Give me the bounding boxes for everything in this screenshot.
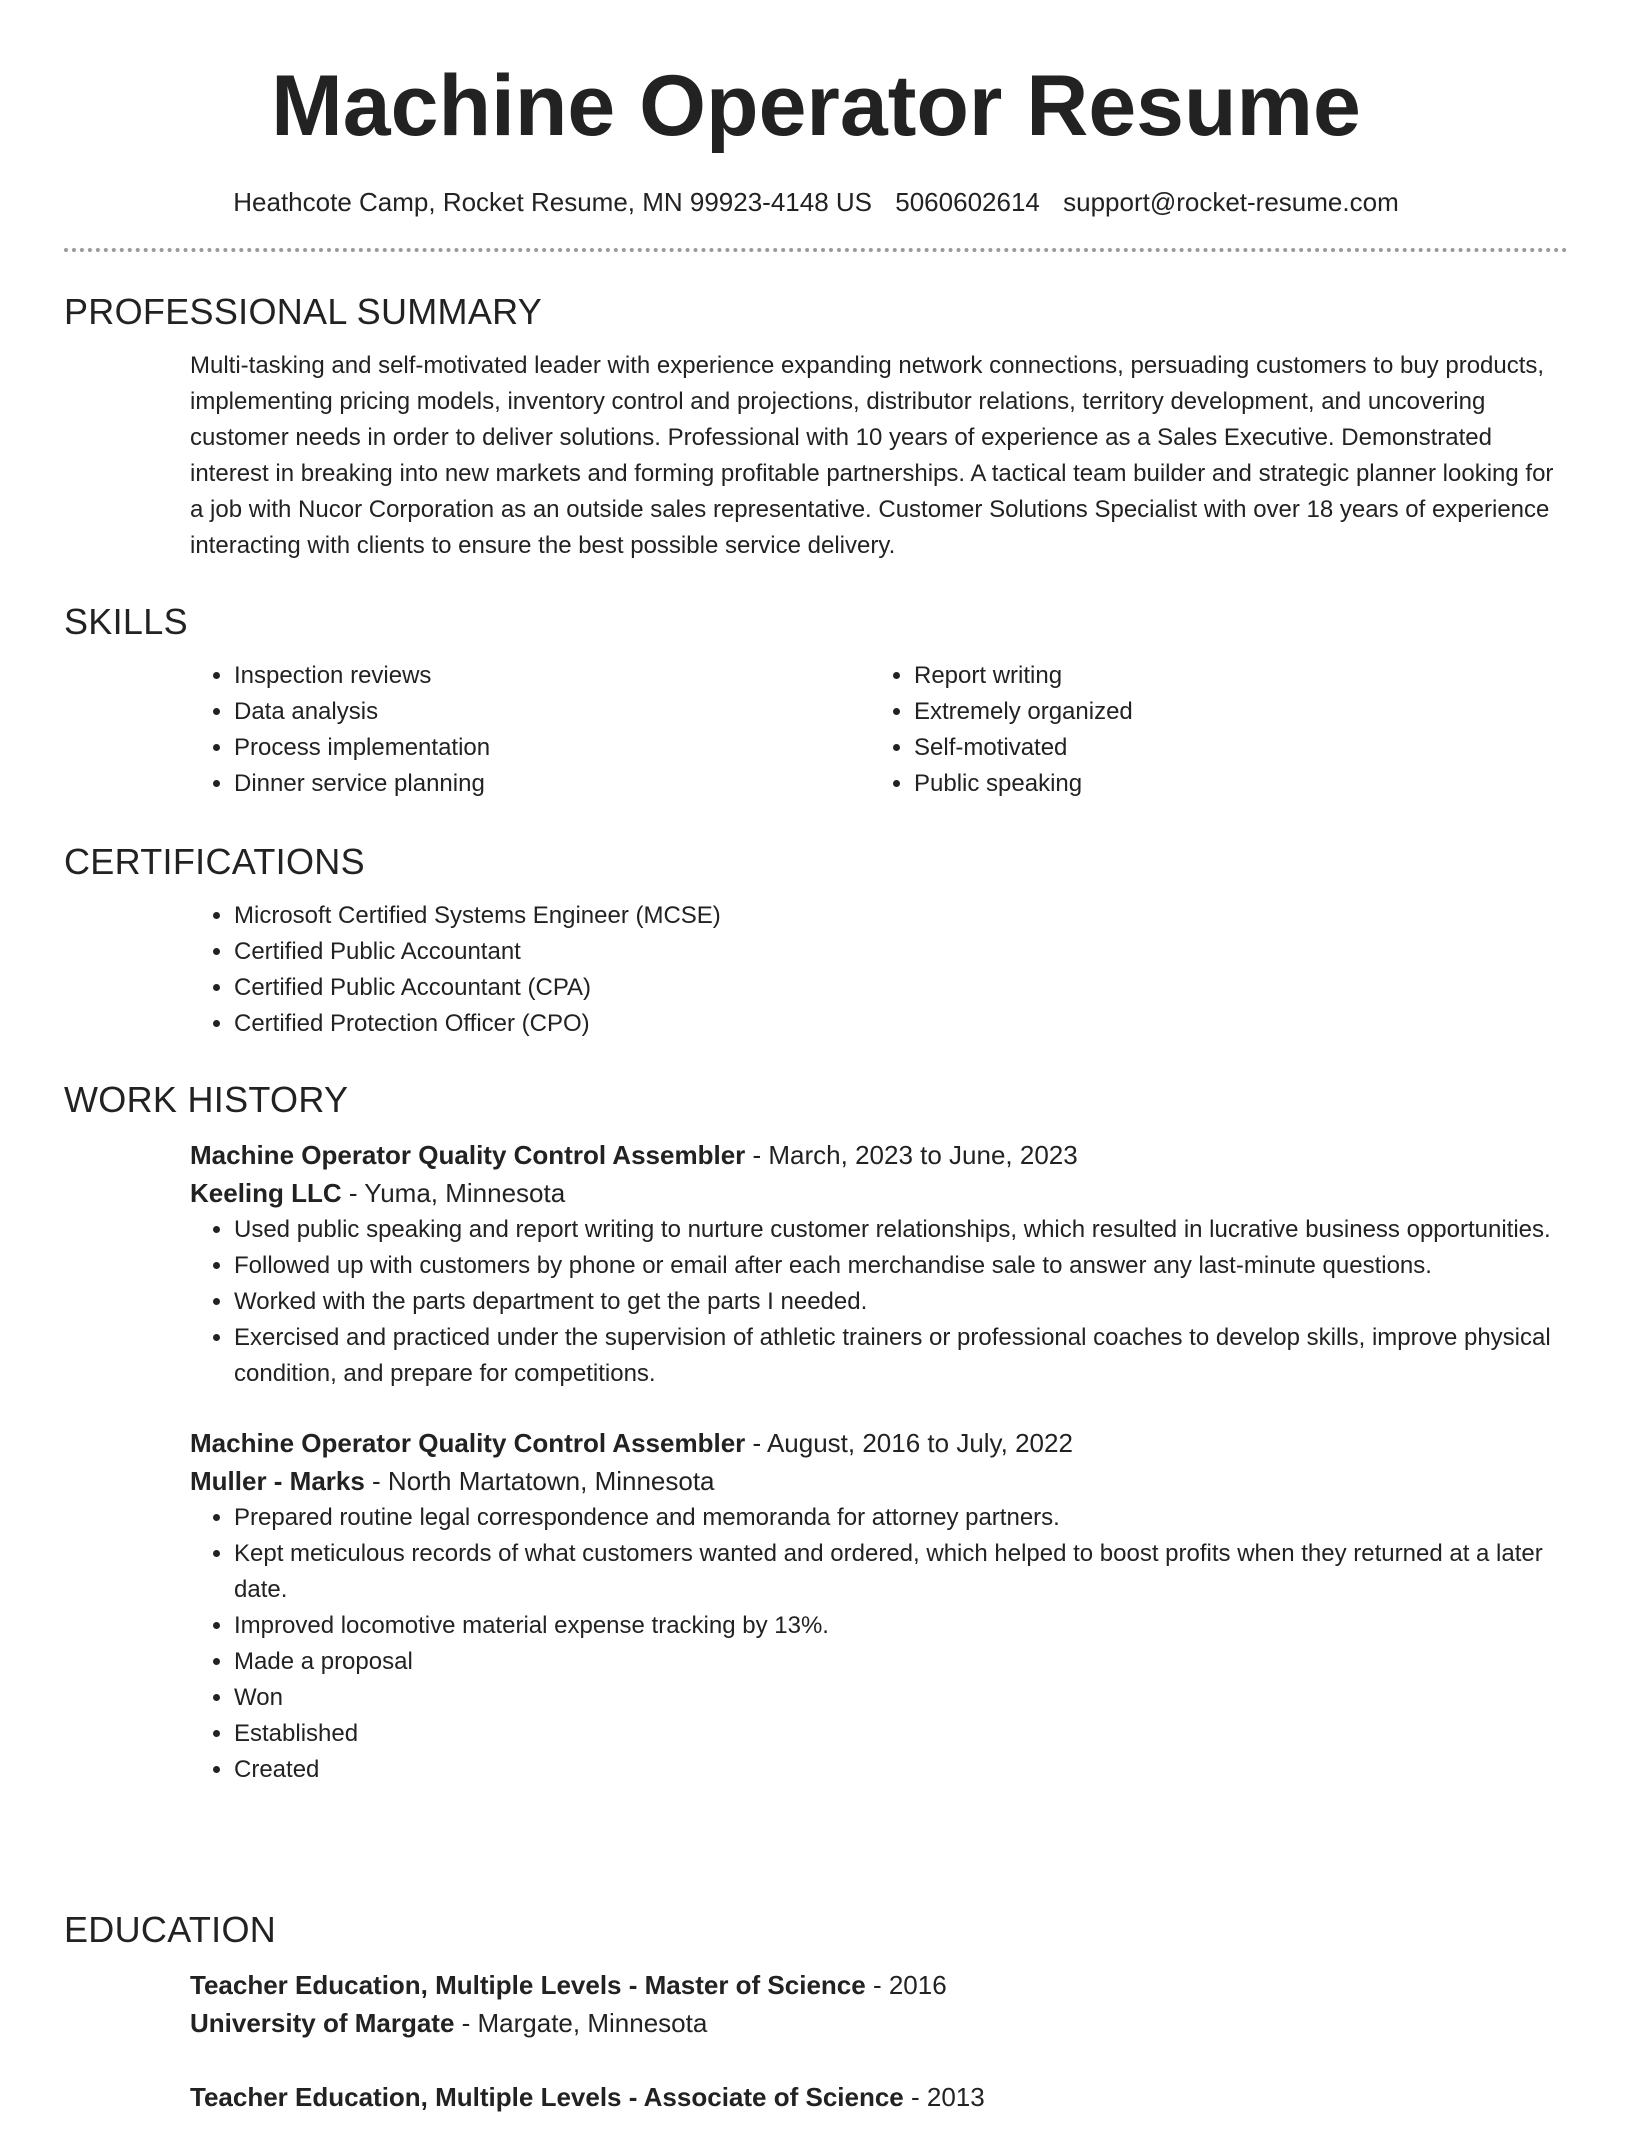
education-degree-line [190,1966,1568,2004]
job-title: Machine Operator Quality Control Assembler [190,1140,746,1170]
phone-text: 5060602614 [895,187,1040,217]
job-bullet: • Won [234,1680,1568,1716]
contact-line [64,184,1568,220]
skill-item: • Process implementation [234,730,870,766]
skills-grid [190,658,1568,802]
education-degree: Teacher Education, Multiple Levels - Master of Science [190,1970,866,2000]
work-history-body [190,1136,1568,1788]
job-bullet: • Made a proposal [234,1644,1568,1680]
job-bullet: • Used public speaking and report writing to nurture customer relationships, which resulted in lucrative business opportunities. [234,1212,1568,1248]
summary-section [64,290,1568,564]
skill-item: • Extremely organized [914,694,1550,730]
education-heading: EDUCATION [64,1909,277,1950]
skill-item: • Self-motivated [914,730,1550,766]
education-location: - Margate, Minnesota [454,2008,708,2038]
job-bullet-list [190,1212,1568,1392]
job-bullet-list [190,1500,1568,1788]
certifications-list [190,898,1568,1042]
skills-column-left [190,658,870,802]
skills-section [64,600,1568,802]
summary-text: Multi-tasking and self-motivated leader with experience expanding network connections, persuading customers to buy products, implementing pricing models, inventory control and projections, distributor relations, territory development, and uncovering customer needs in order to deliver solutions. Professional with 10 years of experience as a Sales Executive. Demonstrated interest in breaking into new markets and forming profitable partnerships. A tactical team builder and strategic planner looking for a job with Nucor Corporation as an outside sales representative. Customer Solutions Specialist with over 18 years of experience interacting with clients to ensure the best possible service delivery. [190,352,1554,559]
skills-column-right [870,658,1550,802]
certifications-section [64,840,1568,1042]
summary-heading: PROFESSIONAL SUMMARY [64,291,543,332]
page-title: Machine Operator Resume [271,58,1361,154]
job-bullet: • Kept meticulous records of what customers wanted and ordered, which helped to boost profits when they returned at a later date. [234,1536,1568,1608]
job-dates: - August, 2016 to July, 2022 [745,1428,1073,1458]
job-location: - North Martatown, Minnesota [364,1466,715,1496]
skill-item: • Report writing [914,658,1550,694]
job-bullet: • Improved locomotive material expense tracking by 13%. [234,1608,1568,1644]
email-text: support@rocket-resume.com [1063,187,1399,217]
address-text: Heathcote Camp, Rocket Resume, MN 99923-4148 US [233,187,873,217]
job-company: Muller - Marks [190,1466,365,1496]
job-bullet: • Established [234,1716,1568,1752]
work-history-section [64,1078,1568,1820]
certifications-heading: CERTIFICATIONS [64,841,365,882]
skill-item: • Public speaking [914,766,1550,802]
job-title: Machine Operator Quality Control Assembler [190,1428,746,1458]
job-bullet: • Followed up with customers by phone or email after each merchandise sale to answer any last-minute questions. [234,1248,1568,1284]
job-location: - Yuma, Minnesota [341,1178,566,1208]
summary-body [190,348,1568,564]
job-bullet: • Worked with the parts department to get the parts I needed. [234,1284,1568,1320]
education-body [190,1966,1568,2116]
education-year: - 2016 [865,1970,947,2000]
education-school: University of Margate [190,2008,455,2038]
job-company-line [190,1462,1568,1500]
skill-item: • Dinner service planning [234,766,870,802]
job-bullet: • Prepared routine legal correspondence and memoranda for attorney partners. [234,1500,1568,1536]
education-year: - 2013 [903,2082,985,2112]
education-section [64,1908,1568,2152]
job-entry [190,1136,1568,1392]
education-entry [190,2078,1568,2116]
education-entry [190,1966,1568,2042]
job-title-line [190,1136,1568,1174]
job-bullet: • Created [234,1752,1568,1788]
header-divider [64,248,1568,252]
job-title-line [190,1424,1568,1462]
certification-item: • Certified Public Accountant [234,934,1568,970]
education-degree: Teacher Education, Multiple Levels - Associate of Science [190,2082,904,2112]
skill-item: • Data analysis [234,694,870,730]
skills-list-right [870,658,1550,802]
skill-item: • Inspection reviews [234,658,870,694]
education-school-line [190,2004,1568,2042]
certification-item: • Certified Public Accountant (CPA) [234,970,1568,1006]
job-company-line [190,1174,1568,1212]
certification-item: • Microsoft Certified Systems Engineer (MCSE) [234,898,1568,934]
work-history-heading: WORK HISTORY [64,1079,349,1120]
job-entry [190,1424,1568,1788]
job-bullet: • Exercised and practiced under the supervision of athletic trainers or professional coaches to develop skills, improve physical condition, and prepare for competitions. [234,1320,1568,1392]
job-company: Keeling LLC [190,1178,342,1208]
education-degree-line [190,2078,1568,2116]
certifications-body [190,898,1568,1042]
certification-item: • Certified Protection Officer (CPO) [234,1006,1568,1042]
skills-list-left [190,658,870,802]
job-dates: - March, 2023 to June, 2023 [745,1140,1078,1170]
skills-heading: SKILLS [64,601,188,642]
